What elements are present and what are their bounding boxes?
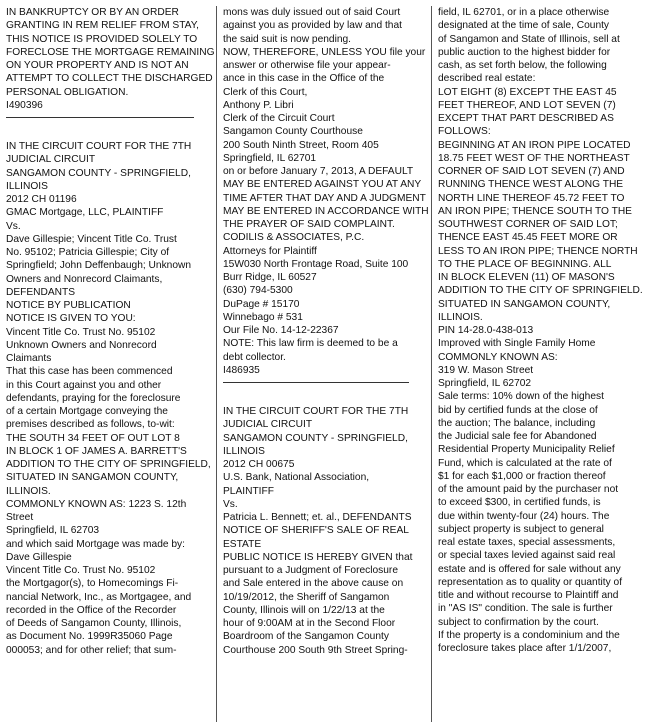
text-line: Vincent Title Co. Trust No. 95102 (6, 326, 156, 338)
text-line: GMAC Mortgage, LLC, PLAINTIFF (6, 207, 164, 219)
text-line: debt collector. (223, 351, 286, 363)
text-line: (630) 794-5300 (223, 285, 293, 297)
text-line: Sangamon County Courthouse (223, 126, 363, 138)
text-line: of Deeds of Sangamon County, Illinois, (6, 618, 182, 629)
text-line: designated at the time of sale, County (438, 20, 610, 32)
text-line: Unknown Owners and Nonrecord (6, 339, 157, 351)
text-line: on or before January 7, 2013, A DEFAULT (223, 166, 414, 177)
text-line: Attorneys for Plaintiff (223, 245, 317, 257)
notice-bankruptcy-disclaimer (6, 6, 215, 112)
text-line: If the property is a condominium and the (438, 629, 620, 641)
text-line: IN BLOCK 1 OF JAMES A. BARRETT'S (6, 445, 187, 457)
text-line: I486935 (223, 364, 260, 376)
text-line: LESS TO AN IRON PIPE; THENCE NORTH (438, 245, 638, 257)
text-line: PIN 14-28.0-438-013 (438, 325, 534, 336)
text-line: 10/19/2012, the Sheriff of Sangamon (223, 591, 390, 603)
column-1 (3, 6, 216, 722)
text-line: Clerk of this Court, (223, 86, 308, 98)
text-line: FEET THEREOF, AND LOT SEVEN (7) (438, 99, 616, 111)
text-line: JUDICIAL CIRCUIT (6, 154, 96, 166)
text-line: THENCE EAST 45.45 FEET MORE OR (438, 232, 618, 244)
text-line: No. 95102; Patricia Gillespie; City of (6, 247, 170, 258)
text-line: SOUTHWEST CORNER OF SAID LOT; (438, 219, 618, 230)
text-line: FORECLOSE THE MORTGAGE REMAINING (6, 46, 215, 58)
notice-sheriffs-sale-continued (438, 6, 644, 655)
text-line: SANGAMON COUNTY - SPRINGFIELD, (6, 167, 191, 179)
text-line: Fund, which is calculated at the rate of (438, 457, 612, 469)
text-line: Patricia L. Bennett; et. al., DEFENDANTS (223, 512, 412, 523)
text-line: ILLINOIS (223, 445, 265, 457)
text-line: defendants, praying for the foreclosure (6, 392, 181, 404)
text-line: Dave Gillespie; Vincent Title Co. Trust (6, 233, 177, 245)
text-line: IN THE CIRCUIT COURT FOR THE 7TH (223, 406, 409, 417)
text-line: field, IL 62701, or in a place otherwise (438, 7, 610, 18)
text-line: Vs. (6, 220, 21, 232)
text-line: Boardroom of the Sangamon County (223, 631, 389, 643)
text-line: NOTICE IS GIVEN TO YOU: (6, 313, 136, 325)
text-line: U.S. Bank, National Association, (223, 472, 370, 484)
text-line: of the amount paid by the purchaser not (438, 484, 619, 495)
text-line: 319 W. Mason Street (438, 364, 534, 376)
text-line: and which said Mortgage was made by: (6, 538, 185, 550)
notice-by-publication (6, 140, 211, 657)
text-line: real estate taxes, special assessments, (438, 537, 616, 548)
notice-sheriffs-sale (223, 405, 423, 657)
notice-divider (223, 382, 409, 383)
text-line: 18.75 FEET WEST OF THE NORTHEAST (438, 152, 630, 164)
text-line: ATTEMPT TO COLLECT THE DISCHARGED (6, 73, 213, 85)
text-line: Burr Ridge, IL 60527 (223, 272, 317, 283)
text-line: TO THE PLACE OF BEGINNING. ALL (438, 258, 612, 270)
text-line: Residential Property Municipality Relief (438, 444, 615, 456)
text-line: Anthony P. Libri (223, 99, 294, 111)
text-line: ADDITION TO THE CITY OF SPRINGFIELD, (6, 459, 211, 470)
text-line: 15W030 North Frontage Road, Suite 100 (223, 258, 409, 270)
text-line: BEGINNING AT AN IRON PIPE LOCATED (438, 139, 631, 151)
text-line: GRANTING IN REM RELIEF FROM STAY, (6, 20, 200, 32)
text-line: Winnebago # 531 (223, 311, 303, 323)
text-line: Our File No. 14-12-22367 (223, 325, 339, 336)
notice-by-publication-continued (223, 6, 429, 377)
text-line: the auction; The balance, including (438, 417, 596, 429)
text-line: I490396 (6, 99, 43, 111)
text-line: DEFENDANTS (6, 286, 76, 298)
text-line: CODILIS & ASSOCIATES, P.C. (223, 232, 365, 244)
text-line: Springfield, IL 62702 (438, 378, 532, 389)
text-line: of Sangamon and State of Illinois, sell at (438, 33, 620, 45)
text-line: ance in this case in the Office of the (223, 73, 385, 85)
text-line: ILLINOIS (6, 180, 48, 192)
text-line: of a certain Mortgage conveying the (6, 406, 168, 417)
column-3 (431, 6, 644, 722)
text-line: NORTH LINE THEREOF 45.72 FEET TO (438, 192, 625, 204)
text-line: recorded in the Office of the Recorder (6, 604, 177, 616)
text-line: subject property is subject to general (438, 523, 604, 535)
text-line: ILLINOIS. (6, 485, 51, 497)
text-line: the Judicial sale fee for Abandoned (438, 431, 597, 442)
text-line: FOLLOWS: (438, 126, 491, 138)
text-line: Sale terms: 10% down of the highest (438, 391, 604, 403)
text-line: County, Illinois will on 1/22/13 at the (223, 604, 385, 616)
text-line: THE SOUTH 34 FEET OF OUT LOT 8 (6, 432, 180, 444)
text-line: pursuant to a Judgment of Foreclosure (223, 565, 398, 576)
text-line: ADDITION TO THE CITY OF SPRINGFIELD. (438, 285, 643, 297)
column-2 (216, 6, 431, 722)
text-line: TIME AFTER THAT DAY AND A JUDGMENT (223, 192, 426, 204)
text-line: representation as to quality or quantity of (438, 576, 623, 588)
text-line: or special taxes levied against said real (438, 550, 616, 562)
text-line: 2012 CH 01196 (6, 194, 77, 205)
text-line: Courthouse 200 South 9th Street Spring- (223, 644, 408, 656)
text-line: Clerk of the Circuit Court (223, 113, 335, 124)
text-line: nancial Network, Inc., as Mortgagee, and (6, 591, 192, 603)
text-line: answer or otherwise file your appear- (223, 60, 391, 71)
text-line: SANGAMON COUNTY - SPRINGFIELD, (223, 432, 408, 444)
text-line: ESTATE (223, 538, 262, 550)
text-line: Improved with Single Family Home (438, 338, 596, 350)
text-line: in this Court against you and other (6, 379, 162, 391)
text-line: MAY BE ENTERED IN ACCORDANCE WITH (223, 205, 429, 217)
text-line: mons was duly issued out of said Court (223, 7, 401, 18)
text-line: against you as provided by law and that (223, 20, 402, 32)
text-line: Owners and Nonrecord Claimants, (6, 273, 163, 285)
text-line: MAY BE ENTERED AGAINST YOU AT ANY (223, 179, 422, 191)
text-line: Springfield, IL 62701 (223, 152, 317, 164)
text-line: 2012 CH 00675 (223, 459, 295, 470)
text-line: bid by certified funds at the close of (438, 404, 598, 416)
text-line: cash, as set forth below, the following (438, 60, 607, 71)
text-line: NOTE: This law firm is deemed to be a (223, 338, 398, 350)
text-line: SITUATED IN SANGAMON COUNTY, (438, 298, 611, 310)
text-line: NOW, THEREFORE, UNLESS YOU file your (223, 46, 426, 58)
text-line: NOTICE BY PUBLICATION (6, 300, 131, 311)
text-line: IN BLOCK ELEVEN (11) OF MASON'S (438, 272, 615, 283)
text-line: hour of 9:00AM at in the Second Floor (223, 618, 396, 629)
text-line: title and without recourse to Plaintiff and (438, 590, 619, 601)
text-line: Dave Gillespie (6, 551, 72, 563)
text-line: THE PRAYER OF SAID COMPLAINT. (223, 219, 395, 230)
text-line: DuPage # 15170 (223, 298, 300, 310)
text-line: the said suit is now pending. (223, 33, 351, 45)
text-line: Springfield, IL 62703 (6, 525, 100, 537)
text-line: $1 for each $1,000 or fraction thereof (438, 470, 606, 482)
text-line: PERSONAL OBLIGATION. (6, 86, 129, 98)
text-line: IN BANKRUPTCY OR BY AN ORDER (6, 7, 179, 18)
text-line: 200 South Ninth Street, Room 405 (223, 139, 379, 151)
text-line: SITUATED IN SANGAMON COUNTY, (6, 472, 179, 484)
text-line: RUNNING THENCE WEST ALONG THE (438, 179, 624, 191)
text-line: Claimants (6, 353, 52, 364)
text-line: COMMONLY KNOWN AS: 1223 S. 12th (6, 498, 187, 510)
text-line: Vs. (223, 498, 238, 510)
text-line: ILLINOIS. (438, 311, 483, 323)
text-line: foreclosure takes place after 1/1/2007, (438, 643, 612, 654)
notice-divider (6, 117, 194, 118)
text-line: LOT EIGHT (8) EXCEPT THE EAST 45 (438, 86, 617, 98)
text-line: PLAINTIFF (223, 485, 274, 497)
text-line: JUDICIAL CIRCUIT (223, 419, 313, 431)
text-line: That this case has been commenced (6, 366, 173, 378)
text-line: NOTICE OF SHERIFF'S SALE OF REAL (223, 525, 409, 537)
text-line: IN THE CIRCUIT COURT FOR THE 7TH (6, 141, 192, 152)
text-line: due within twenty-four (24) hours. The (438, 510, 610, 522)
text-line: as Document No. 1999R35060 Page (6, 631, 173, 643)
text-line: premises described as follows, to-wit: (6, 419, 175, 431)
spacer (6, 127, 208, 140)
text-line: CORNER OF SAID LOT SEVEN (7) AND (438, 166, 625, 177)
text-line: subject to confirmation by the court. (438, 616, 599, 628)
text-line: to exceed $300, in certified funds, is (438, 497, 601, 509)
text-line: and Sale entered in the above cause on (223, 578, 404, 590)
text-line: PUBLIC NOTICE IS HEREBY GIVEN that (223, 551, 413, 563)
text-line: EXCEPT THAT PART DESCRIBED AS (438, 113, 614, 124)
text-line: 000053; and for other relief; that sum- (6, 644, 177, 656)
text-line: in "AS IS" condition. The sale is further (438, 603, 613, 615)
spacer (223, 392, 423, 405)
text-line: THIS NOTICE IS PROVIDED SOLELY TO (6, 33, 198, 45)
text-line: public auction to the highest bidder for (438, 46, 611, 58)
text-line: the Mortgagor(s), to Homecomings Fi- (6, 578, 179, 590)
text-line: Springfield; John Deffenbaugh; Unknown (6, 260, 192, 272)
text-line: Street (6, 512, 34, 523)
text-line: estate and is offered for sale without any (438, 563, 621, 575)
text-line: described real estate: (438, 73, 536, 85)
text-line: ON YOUR PROPERTY AND IS NOT AN (6, 60, 189, 71)
text-line: AN IRON PIPE; THENCE SOUTH TO THE (438, 205, 632, 217)
text-line: COMMONLY KNOWN AS: (438, 351, 558, 363)
text-line: Vincent Title Co. Trust No. 95102 (6, 565, 156, 576)
